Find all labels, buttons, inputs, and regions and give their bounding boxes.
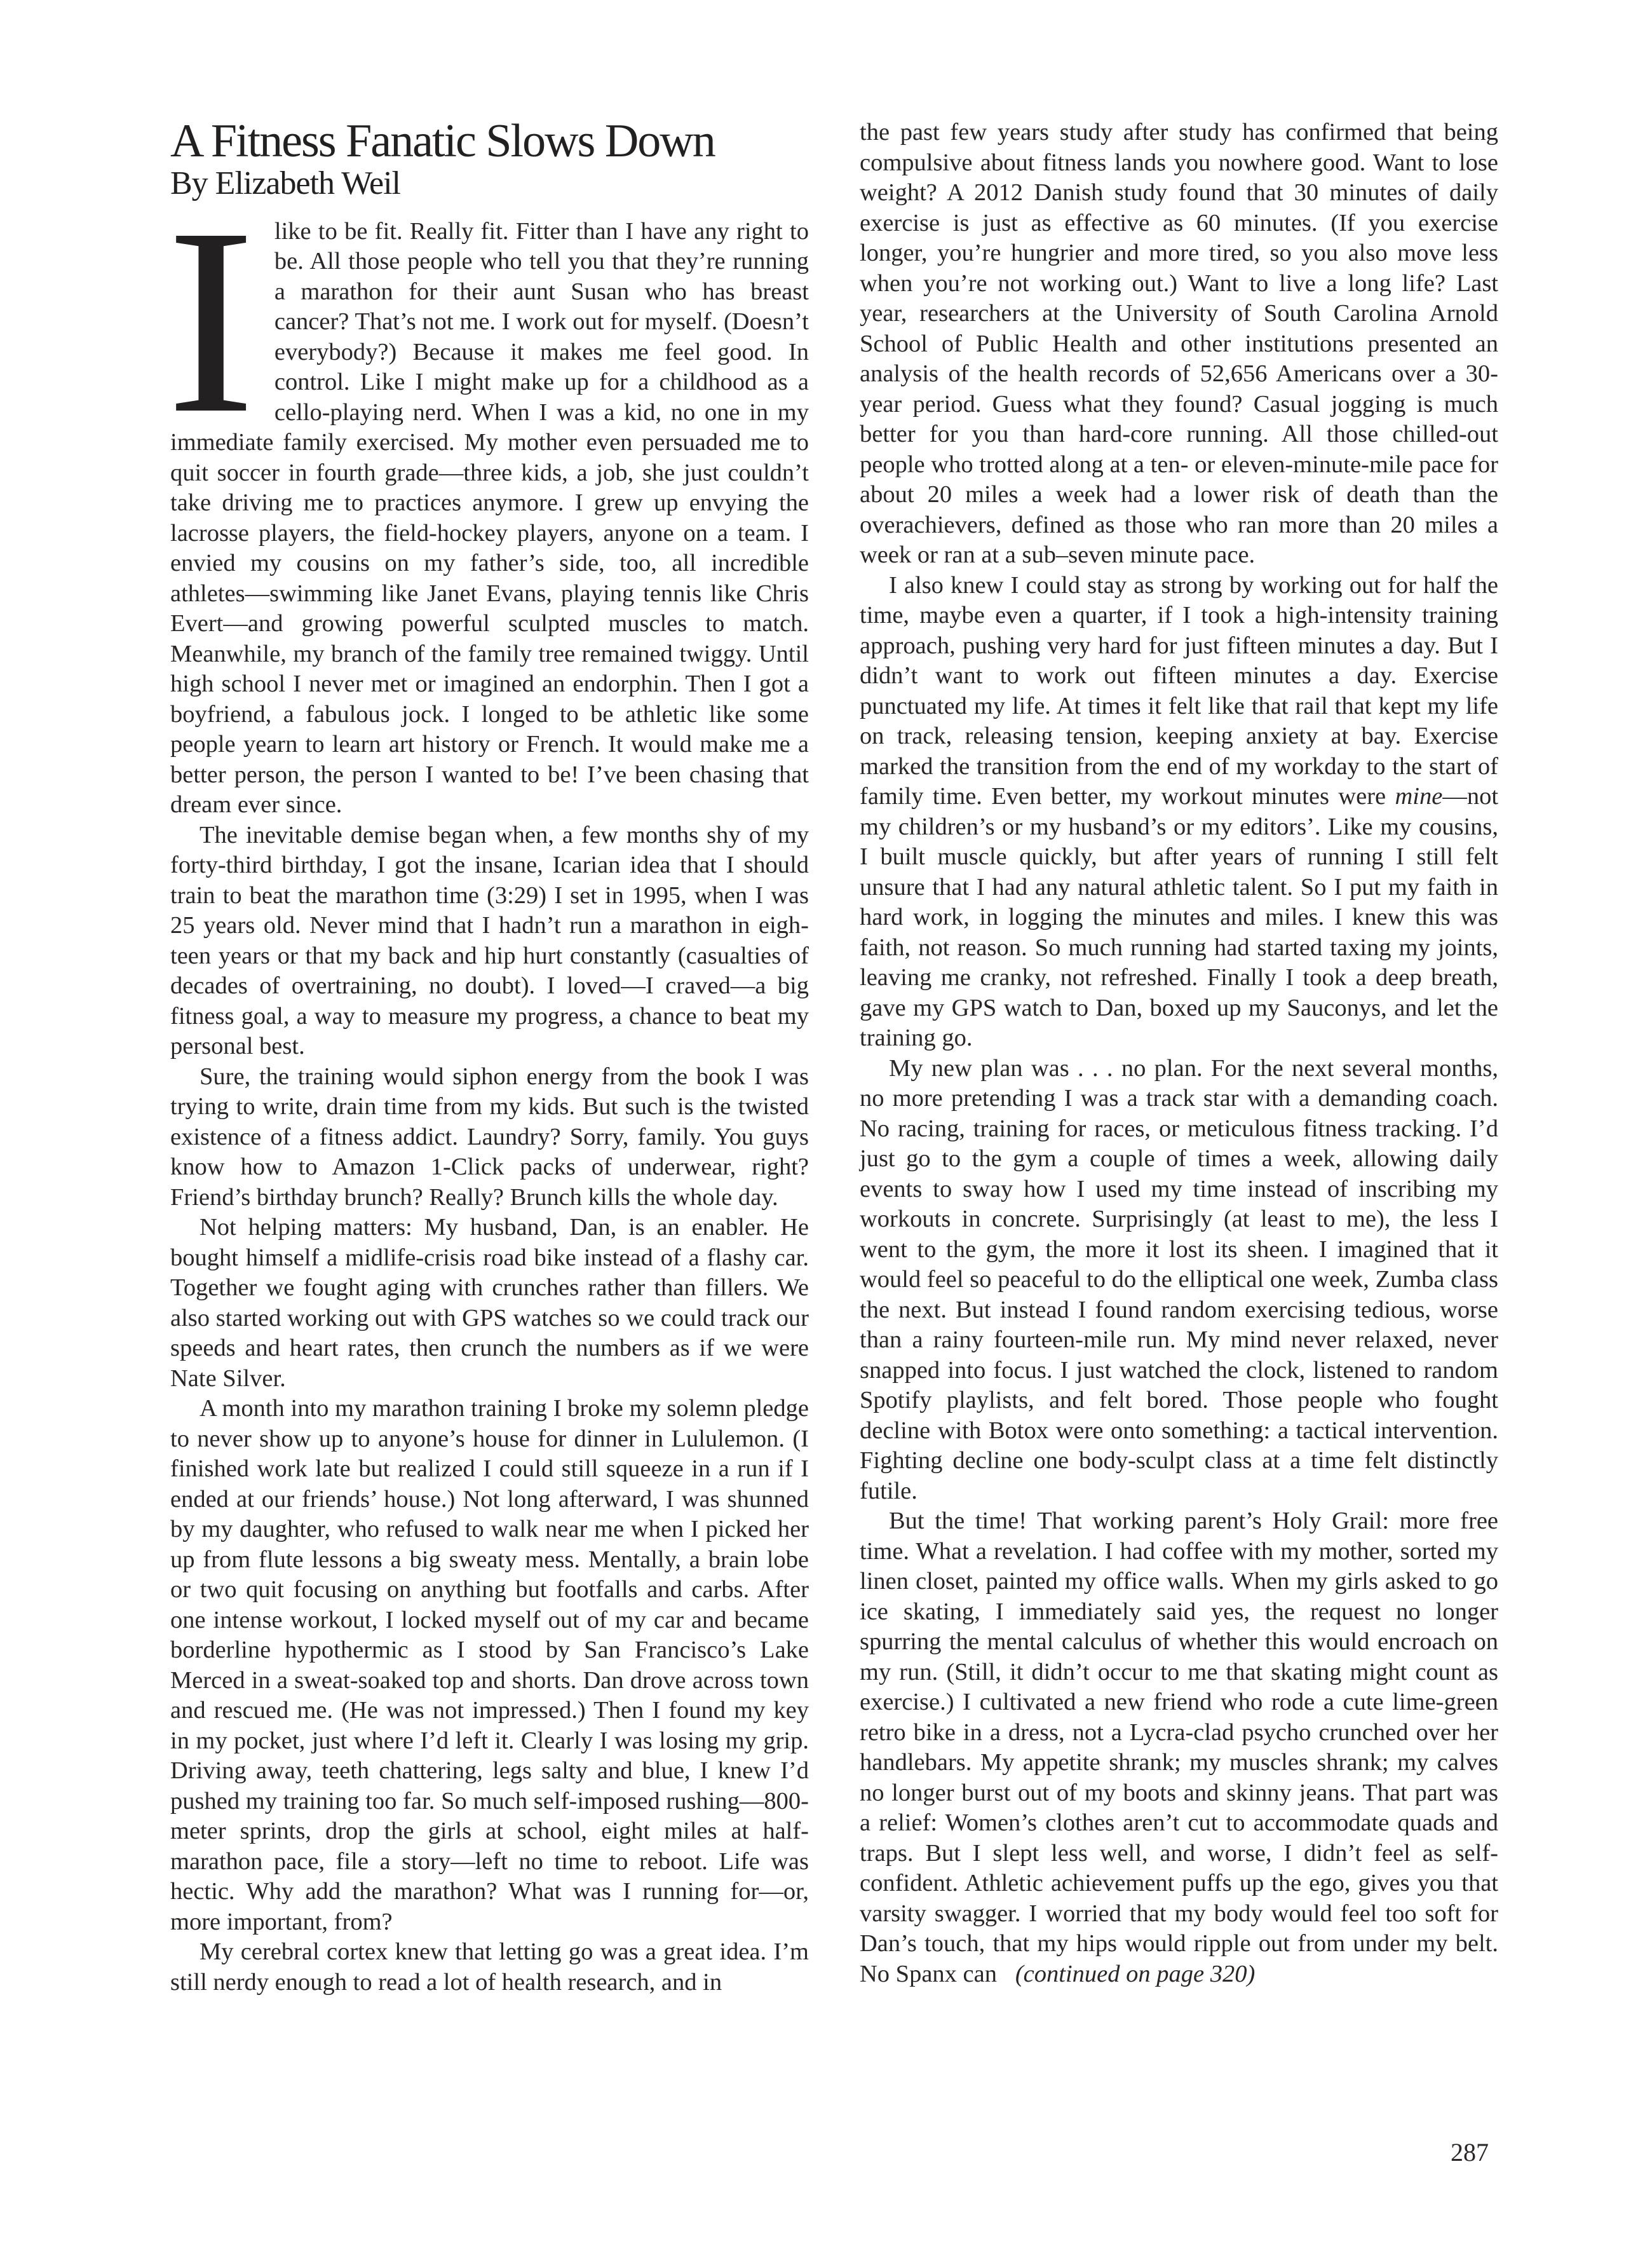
paragraph-7 xyxy=(860,571,1498,1054)
left-column xyxy=(166,115,809,1998)
paragraph-5: A month into my marathon training I broke my solemn pledge to never show up to anyone’s house for dinner in Lululemon. (I finished work late but realized I could still squeeze in a run if I ended at our friends’ house.) Not long afterward, I was shunned by my daughter, who refused to walk near me when I picked her up from flute lessons a big sweaty mess. Mentally, a brain lobe or two quit focusing on anything but footfalls and carbs. After one intense workout, I locked myself out of my car and became borderline hypothermic as I stood by San Francisco’s Lake Merced in a sweat-soaked top and shorts. Dan drove across town and rescued me. (He was not impressed.) Then I found my key in my pocket, just where I’d left it. Clearly I was losing my grip. Driving away, teeth chattering, legs salty and blue, I knew I’d pushed my training too far. So much self-imposed rushing—800-meter sprints, drop the girls at school, eight miles at half-marathon pace, file a story—left no time to reboot. Life was hectic. Why add the marathon? What was I running for—or, more important, from? xyxy=(170,1395,809,1935)
paragraph-9-text: But the time! That working parent’s Holy Grail: more free time. What a revelation. I had coffee with my mother, sorted my linen closet, painted my office walls. When my girls asked to go ice skating, I immediately said yes, the request no longer spurring the mental calculus of whether this would encroach on my run. (Still, it didn’t occur to me that skating might count as exercise.) I cultivated a new friend who rode a cute lime-green retro bike in a dress, not a Lycra-clad psycho crunched over her handlebars. My appetite shrank; my muscles shrank; my calves no longer burst out of my boots and skinny jeans. That part was a relief: Women’s clothes aren’t cut to accommodate quads and traps. But I slept less well, and worse, I didn’t feel as self-confident. Athletic achievement puffs up the ego, gives you that varsity swagger. I worried that my body would feel too soft for Dan’s touch, that my hips would ripple out from under my belt. No Spanx can xyxy=(860,1508,1498,1987)
paragraph-6-start: My cerebral cortex knew that letting go was a great idea. I’m still nerdy enough to read a lot of health research, and in xyxy=(170,1938,809,1996)
paragraph-4: Not helping matters: My husband, Dan, is an enabler. He bought himself a midlife-crisis road bike instead of a flashy car. Together we fought aging with crunches rather than fillers. We also started working out with GPS watches so we could track our speeds and heart rates, then crunch the numbers as if we were Nate Silver. xyxy=(170,1214,809,1392)
paragraph-3: Sure, the training would siphon energy from the book I was trying to write, drain time from my kids. But such is the twisted existence of a fitness addict. Laundry? Sorry, family. You guys know how to Amazon 1-Click packs of underwear, right? Friend’s birthday brunch? Really? Brunch kills the whole day. xyxy=(170,1063,809,1211)
article-body-right xyxy=(860,118,1498,1989)
drop-cap: I xyxy=(166,172,255,468)
paragraph-8: My new plan was . . . no plan. For the next several months, no more pretending I was a track star with a demanding coach. No racing, training for races, or meticulous fitness tracking. I’d just go to the gym a couple of times a week, allowing daily events to sway how I used my time instead of inscribing my workouts in concrete. Surprisingly (at least to me), the less I went to the gym, the more it lost its sheen. I imagined that it would feel so peaceful to do the elliptical one week, Zumba class the next. But instead I found random exercising tedious, worse than a rainy fourteen-mile run. My mind never relaxed, never snapped into focus. I just watched the clock, listened to random Spotify playlists, and felt bored. Those people who fought decline with Botox were onto something: a tactical intervention. Fighting decline one body-sculpt class at a time felt distinctly futile. xyxy=(860,1054,1498,1504)
paragraph-7-text: I also knew I could stay as strong by working out for half the time, maybe even a quarter, if I took a high-intensity training approach, pushing very hard for just fifteen minutes a day. But I didn’t want to work out fifteen minutes a day. Exercise punctuated my life. At times it felt like that rail that kept my life on track, releasing tension, keeping anxiety at bay. Exercise marked the transition from the end of my workday to the start of family time. Even better, my workout minutes were xyxy=(860,571,1498,810)
emphasis-mine: mine xyxy=(1395,783,1443,810)
byline: By Elizabeth Weil xyxy=(170,165,400,201)
paragraph-2: The inevitable demise began when, a few months shy of my forty-third birthday, I got the insane, Icarian idea that I should train to beat the marathon time (3:29) I set in 1995, when I was 25 years old. Never mind that I hadn’t run a marathon in eighteen years or that my back and hip hurt constantly (casualties of decades of overtraining, no doubt). I loved—I craved—a big fitness goal, a way to measure my progress, a chance to beat my personal best. xyxy=(170,821,809,1060)
page-number: 287 xyxy=(1451,2138,1489,2167)
paragraph-1-text: like to be fit. Really fit. Fitter than I have any right to be. All those people who tell you that they’re running a marathon for their aunt Susan who has breast cancer? That’s not me. I work out for myself. (Doesn’t everybody?) Because it makes me feel good. In control. Like I might make up for a childhood as a cello-playing nerd. When I was a kid, no one in my immediate family exercised. My mother even persuaded me to quit soccer in fourth grade—three kids, a job, she just couldn’t take driving me to practices anymore. I grew up envying the lacrosse players, the field-hockey players, anyone on a team. I envied my cousins on my father’s side, too, all incredible athletes—swimming like Janet Evans, playing tennis like Chris Evert—and growing powerful sculpted muscles to match. Meanwhile, my branch of the family tree remained twiggy. Until high school I never met or imagined an endorphin. Then I got a boyfriend, a fabulous jock. I longed to be athletic like some people yearn to learn art history or French. It would make me a better person, the person I wanted to be! I’ve been chasing that dream ever since. xyxy=(170,217,809,819)
continued-note: (continued on page 320) xyxy=(1015,1960,1256,1987)
right-column xyxy=(860,118,1498,1989)
article-title: A Fitness Fanatic Slows Down xyxy=(170,115,715,167)
paragraph-7-rest: —not my children’s or my husband’s or my editors’. Like my cousins, I built muscle quickly, but after years of running I still felt unsure that I had any natural athletic talent. So I put my faith in hard work, in logging the minutes and miles. I knew this was faith, not reason. So much running had started taxing my joints, leaving me cranky, not refreshed. Finally I took a deep breath, gave my GPS watch to Dan, boxed up my Sauconys, and let the training go. xyxy=(860,783,1499,1051)
paragraph-6-end: the past few years study after study has confirmed that being compulsive about fitness lands you nowhere good. Want to lose weight? A 2012 Danish study found that 30 minutes of daily exercise is just as effective as 60 minutes. (If you exercise longer, you’re hungrier and more tired, so you also move less when you’re not working out.) Want to live a long life? Last year, researchers at the University of South Carolina Arnold School of Public Health and other institutions presented an analysis of the health records of 52,656 Americans over a 30-year period. Guess what they found? Casual jogging is much better for you than hard-core running. All those chilled-out people who trotted along at a ten- or eleven-minute-mile pace for about 20 miles a week had a lower risk of death than the overachievers, defined as those who ran more than 20 miles a week or ran at a sub–seven minute pace. xyxy=(860,119,1498,568)
paragraph-9 xyxy=(860,1506,1498,1989)
